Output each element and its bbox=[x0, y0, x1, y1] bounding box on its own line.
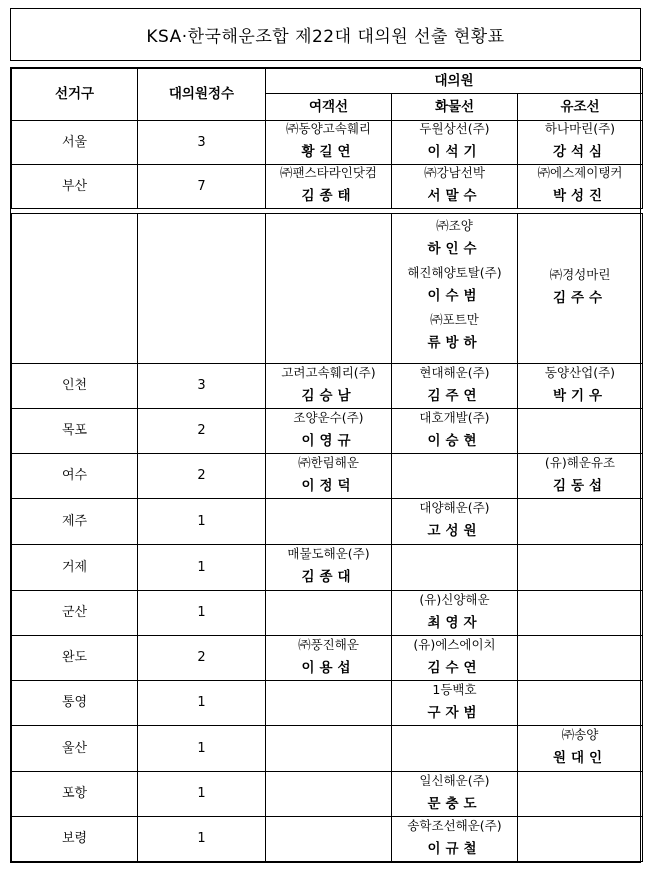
district-cell: 여수 bbox=[12, 454, 138, 499]
quota-cell: 1 bbox=[138, 726, 266, 772]
tanker-cell bbox=[518, 499, 643, 545]
delegate-name: 김종태 bbox=[301, 188, 356, 205]
delegate-name: 이석기 bbox=[427, 144, 482, 161]
cargo-cell bbox=[392, 409, 518, 454]
tanker-cell bbox=[518, 165, 643, 209]
delegate-name: 이수범 bbox=[427, 287, 482, 304]
delegate-name: 김수연 bbox=[427, 659, 482, 676]
delegate-name: 김승남 bbox=[301, 387, 356, 404]
passenger-cell bbox=[266, 409, 392, 454]
table-row bbox=[12, 121, 643, 165]
passenger-cell bbox=[266, 499, 392, 545]
tanker-cell bbox=[518, 545, 643, 591]
company-name: (유)신양해운 bbox=[419, 591, 490, 607]
company-name: ㈜풍진해운 bbox=[298, 636, 359, 652]
company-name: 1등백호 bbox=[432, 681, 477, 697]
passenger-cell bbox=[266, 772, 392, 817]
table-row bbox=[12, 454, 643, 499]
company-name: ㈜동양고속훼리 bbox=[286, 121, 371, 137]
passenger-cell bbox=[266, 817, 392, 862]
district-cell: 포항 bbox=[12, 772, 138, 817]
district-cell: 완도 bbox=[12, 636, 138, 681]
company-name: ㈜송양 bbox=[561, 727, 599, 743]
quota-cell: 3 bbox=[138, 364, 266, 409]
header-delegates: 대의원 bbox=[266, 69, 643, 94]
tanker-cell bbox=[518, 636, 643, 681]
company-name: ㈜팬스타라인닷컴 bbox=[279, 165, 378, 181]
company-name: 동양산업(주) bbox=[544, 364, 616, 380]
company-name: 하나마린(주) bbox=[544, 121, 616, 137]
quota-cell: 1 bbox=[138, 499, 266, 545]
quota-cell: 1 bbox=[138, 681, 266, 726]
company-name: ㈜에스제이탱커 bbox=[537, 165, 623, 181]
delegate-name: 이승현 bbox=[427, 432, 482, 449]
company-name: 해진해양토탈(주) bbox=[407, 264, 502, 280]
district-cell: 부산 bbox=[12, 165, 138, 209]
quota-cell: 1 bbox=[138, 772, 266, 817]
delegate-name: 박기우 bbox=[552, 387, 608, 404]
cargo-cell bbox=[392, 726, 518, 772]
delegate-name: 류방하 bbox=[427, 335, 482, 352]
delegate-name: 김동섭 bbox=[552, 477, 608, 494]
cargo-cell bbox=[392, 817, 518, 862]
delegate-name: 김주연 bbox=[427, 387, 482, 404]
cargo-cell bbox=[392, 364, 518, 409]
delegate-name: 하인수 bbox=[427, 240, 482, 257]
table-row bbox=[12, 772, 643, 817]
passenger-cell bbox=[266, 165, 392, 209]
table-row bbox=[12, 636, 643, 681]
company-name: 고려고속훼리(주) bbox=[281, 364, 376, 380]
tanker-cell bbox=[518, 214, 643, 364]
delegate-name: 원대인 bbox=[552, 750, 608, 767]
delegate-name: 황길연 bbox=[301, 144, 356, 161]
delegate-name: 이용섭 bbox=[301, 659, 356, 676]
delegate-name: 서말수 bbox=[427, 188, 482, 205]
header-cargo: 화물선 bbox=[392, 94, 518, 121]
header-district: 선거구 bbox=[12, 69, 138, 121]
company-name: ㈜강남선박 bbox=[424, 165, 485, 181]
district-cell: 군산 bbox=[12, 591, 138, 636]
district-cell: 울산 bbox=[12, 726, 138, 772]
passenger-cell bbox=[266, 636, 392, 681]
page-title: KSA·한국해운조합 제22대 대의원 선출 현황표 bbox=[10, 8, 641, 61]
delegate-name: 이영규 bbox=[301, 432, 356, 449]
passenger-cell bbox=[266, 591, 392, 636]
delegate-name: 구자범 bbox=[427, 704, 482, 721]
cargo-cell bbox=[392, 772, 518, 817]
cargo-cell bbox=[392, 591, 518, 636]
company-name: ㈜경성마린 bbox=[549, 267, 611, 283]
tanker-cell bbox=[518, 726, 643, 772]
table-row bbox=[12, 726, 643, 772]
company-name: 송학조선해운(주) bbox=[407, 817, 502, 833]
quota-cell: 1 bbox=[138, 591, 266, 636]
passenger-cell bbox=[266, 681, 392, 726]
tanker-cell bbox=[518, 121, 643, 165]
quota-cell bbox=[138, 214, 266, 364]
table-row bbox=[12, 165, 643, 209]
cargo-cell bbox=[392, 165, 518, 209]
table-row bbox=[12, 817, 643, 862]
company-name: ㈜포트만 bbox=[430, 312, 479, 328]
passenger-cell bbox=[266, 121, 392, 165]
cargo-cell bbox=[392, 214, 518, 364]
header-passenger: 여객선 bbox=[266, 94, 392, 121]
company-name: 조양운수(주) bbox=[293, 409, 364, 425]
delegate-name: 강석심 bbox=[552, 144, 608, 161]
delegate-name: 이정덕 bbox=[301, 477, 356, 494]
company-name: 현대해운(주) bbox=[419, 364, 490, 380]
company-name: (유)에스에이치 bbox=[413, 636, 496, 652]
quota-cell: 3 bbox=[138, 121, 266, 165]
tanker-cell bbox=[518, 681, 643, 726]
tanker-cell bbox=[518, 591, 643, 636]
district-cell: 인천 bbox=[12, 364, 138, 409]
tanker-cell bbox=[518, 364, 643, 409]
passenger-cell bbox=[266, 364, 392, 409]
cargo-cell bbox=[392, 681, 518, 726]
passenger-cell bbox=[266, 214, 392, 364]
quota-cell: 1 bbox=[138, 545, 266, 591]
table-row bbox=[12, 545, 643, 591]
tanker-cell bbox=[518, 817, 643, 862]
table-row bbox=[12, 409, 643, 454]
quota-cell: 2 bbox=[138, 636, 266, 681]
passenger-cell bbox=[266, 545, 392, 591]
company-name: ㈜한림해운 bbox=[298, 454, 359, 470]
quota-cell: 2 bbox=[138, 454, 266, 499]
table-row bbox=[12, 364, 643, 409]
passenger-cell bbox=[266, 454, 392, 499]
table-row bbox=[12, 214, 643, 364]
tanker-cell bbox=[518, 409, 643, 454]
quota-cell: 1 bbox=[138, 817, 266, 862]
delegate-table bbox=[10, 67, 641, 863]
district-cell: 거제 bbox=[12, 545, 138, 591]
company-name: 매물도해운(주) bbox=[287, 546, 370, 562]
district-cell bbox=[12, 214, 138, 364]
header-tanker: 유조선 bbox=[518, 94, 643, 121]
table-row bbox=[12, 681, 643, 726]
company-name: ㈜조양 bbox=[436, 217, 473, 233]
district-cell: 통영 bbox=[12, 681, 138, 726]
company-name: 두원상선(주) bbox=[419, 121, 490, 137]
delegate-name: 최영자 bbox=[427, 614, 482, 631]
delegate-name: 김종대 bbox=[301, 569, 356, 586]
tanker-cell bbox=[518, 454, 643, 499]
table-row bbox=[12, 591, 643, 636]
delegate-name: 김주수 bbox=[552, 290, 608, 307]
cargo-cell bbox=[392, 121, 518, 165]
passenger-cell bbox=[266, 726, 392, 772]
delegate-name: 문충도 bbox=[427, 795, 482, 812]
company-name: 일신해운(주) bbox=[419, 772, 490, 788]
cargo-cell bbox=[392, 636, 518, 681]
cargo-cell bbox=[392, 499, 518, 545]
company-name: 대호개발(주) bbox=[419, 409, 490, 425]
header-quota: 대의원정수 bbox=[138, 69, 266, 121]
district-cell: 보령 bbox=[12, 817, 138, 862]
district-cell: 목포 bbox=[12, 409, 138, 454]
delegate-name: 이규철 bbox=[427, 840, 482, 857]
company-name: (유)해운유조 bbox=[544, 454, 616, 470]
delegate-name: 고성원 bbox=[427, 523, 482, 540]
quota-cell: 7 bbox=[138, 165, 266, 209]
cargo-cell bbox=[392, 545, 518, 591]
cargo-cell bbox=[392, 454, 518, 499]
district-cell: 서울 bbox=[12, 121, 138, 165]
table-row bbox=[12, 499, 643, 545]
delegate-name: 박성진 bbox=[552, 188, 608, 205]
quota-cell: 2 bbox=[138, 409, 266, 454]
company-name: 대양해운(주) bbox=[419, 500, 490, 516]
district-cell: 제주 bbox=[12, 499, 138, 545]
tanker-cell bbox=[518, 772, 643, 817]
